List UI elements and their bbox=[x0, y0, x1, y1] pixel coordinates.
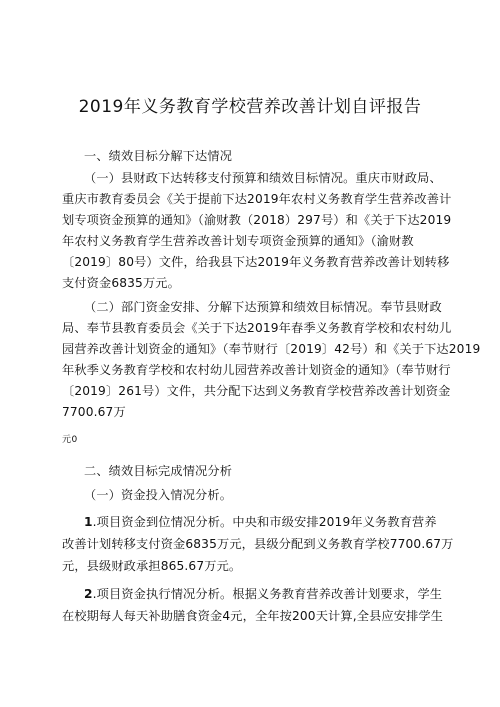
paragraph-line: 年农村义务教育学生营养改善计划专项资金预算的通知》（渝财教 bbox=[62, 234, 414, 248]
paragraph-line: 在校期每人每天补助膳食资金4元，全年按200天计算,全县应安排学生 bbox=[62, 609, 444, 623]
paragraph-line: 局、奉节县教育委员会《关于下达2019年春季义务教育学校和农村幼儿 bbox=[62, 321, 452, 335]
paragraph-line: 支付资金6835万元。 bbox=[62, 276, 180, 290]
paragraph-line: 园营养改善计划资金的通知》（奉节财行〔2019〕42号）和《关于下达2019 bbox=[62, 342, 481, 356]
numbered-paragraph-line bbox=[84, 514, 437, 530]
paragraph-line: 7700.67万 bbox=[62, 405, 126, 419]
paragraph-line: （二）部门资金安排、分解下达预算和绩效目标情况。奉节县财政 bbox=[84, 300, 442, 314]
paragraph-line: （一）县财政下达转移支付预算和绩效目标情况。重庆市财政局、 bbox=[84, 171, 442, 185]
section-heading-2: 二、绩效目标完成情况分析 bbox=[84, 464, 233, 478]
paragraph-line: 〔2019〕261号）文件，共分配下达到义务教育学校营养改善计划资金 bbox=[62, 384, 451, 398]
item-number: 2 bbox=[84, 587, 93, 601]
paragraph-text: .项目资金执行情况分析。根据义务教育营养改善计划要求，学生 bbox=[92, 587, 443, 601]
paragraph-line: 划专项资金预算的通知》（渝财教（2018）297号）和《关于下达2019 bbox=[62, 213, 452, 227]
paragraph-line: 〔2019〕80号）文件，给我县下达2019年义务教育营养改善计划转移 bbox=[62, 255, 450, 269]
paragraph-line: 元0 bbox=[62, 435, 78, 445]
numbered-paragraph-line bbox=[84, 586, 442, 602]
paragraph-text: .项目资金到位情况分析。中央和市级安排2019年义务教育营养 bbox=[92, 515, 437, 529]
paragraph-line: 重庆市教育委员会《关于提前下达2019年农村义务教育学生营养改善计 bbox=[62, 192, 452, 206]
item-number: 1 bbox=[84, 515, 93, 529]
paragraph-line: 改善计划转移支付资金6835万元，县级分配到义务教育学校7700.67万 bbox=[62, 537, 454, 551]
section-heading-1: 一、绩效目标分解下达情况 bbox=[84, 149, 233, 163]
paragraph-line: 年秋季义务教育学校和农村幼儿园营养改善计划资金的通知》（奉节财行 bbox=[62, 363, 451, 377]
paragraph-line: 元，县级财政承担865.67万元。 bbox=[62, 559, 242, 573]
subsection-heading: （一）资金投入情况分析。 bbox=[84, 488, 233, 502]
document-title: 2019年义务教育学校营养改善计划自评报告 bbox=[78, 97, 422, 117]
